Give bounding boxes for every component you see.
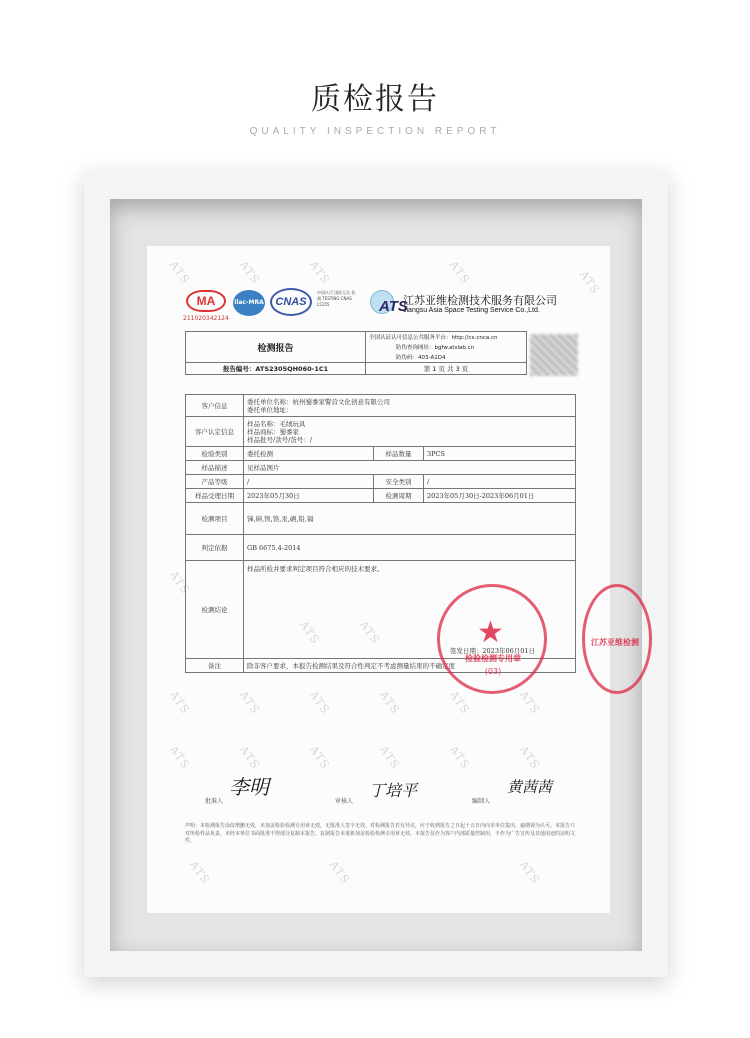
ilac-logo: ilac-MRA — [233, 290, 265, 316]
reviewer-label: 审核人 — [335, 798, 354, 805]
watermark: ATS — [307, 743, 333, 772]
conclusion: 样品所检并要求判定项目符合相应的技术要求。 — [247, 565, 384, 573]
seal-partial-text: 江苏亚维检测 — [591, 638, 639, 647]
test-type: 委托检测 — [244, 447, 374, 461]
cnas-text: 中国认可 国际互认 检测 TESTING CNAS L5155 — [317, 290, 356, 307]
blurred-qr-code — [530, 334, 578, 376]
anti-fake-code: 防伪码：403-A1D4 — [366, 352, 527, 363]
company-name-cn: 江苏亚维检测技术服务有限公司 — [403, 294, 557, 307]
star-icon: ★ — [477, 615, 504, 650]
test-period: 2023年05月30日-2023年06月01日 — [424, 489, 576, 503]
watermark: ATS — [307, 688, 333, 717]
approver-label: 批准人 — [205, 798, 224, 805]
test-type-label: 检验类别 — [186, 447, 244, 461]
editor-signature: 黄茜茜 — [507, 778, 553, 796]
watermark: ATS — [167, 258, 193, 287]
remark: 除非客户要求，本报告检测结果及符合性判定不考虑测量结果的不确定度 — [244, 659, 576, 673]
query-platform: 全国认证认可信息公共服务平台：http://cx.cnca.cn — [366, 332, 527, 343]
safety-class-label: 安全类别 — [374, 475, 424, 489]
remark-label: 备注 — [186, 659, 244, 673]
official-seal — [437, 584, 547, 694]
watermark: ATS — [167, 688, 193, 717]
product-grade-label: 产品等级 — [186, 475, 244, 489]
client-name: 委托单位名称：杭州蜀黍家警营文化创意有限公司 — [247, 397, 390, 406]
receive-date: 2023年05月30日 — [244, 489, 374, 503]
page-subtitle: QUALITY INSPECTION REPORT — [249, 126, 501, 137]
safety-class: / — [424, 475, 576, 489]
sample-batch: 样品批号/款号/货号：/ — [247, 435, 313, 444]
watermark: ATS — [377, 688, 403, 717]
watermark: ATS — [187, 858, 213, 887]
client-confirm-label: 客户认定信息 — [186, 417, 244, 447]
test-period-label: 检测周期 — [374, 489, 424, 503]
watermark: ATS — [577, 268, 603, 297]
watermark: ATS — [327, 858, 353, 887]
report-header-table — [185, 331, 527, 375]
official-seal-partial — [582, 584, 652, 694]
watermark: ATS — [237, 258, 263, 287]
anti-fake-query: 防伪查询网址：bgfw.atslab.cn — [366, 342, 527, 352]
inspection-report-document — [147, 246, 639, 913]
basis-label: 判定依据 — [186, 535, 244, 561]
cnas-logo: CNAS — [270, 288, 312, 316]
seal-code: (03) — [484, 667, 502, 676]
watermark: ATS — [377, 743, 403, 772]
watermark: ATS — [237, 688, 263, 717]
watermark: ATS — [517, 858, 543, 887]
disclaimer: 声明：本检测报告涂改增删无效，未加盖检验检测专用章无效，无批准人签字无效。对检测报告若有异议，应于收到报告之日起十五日内向本单位提出，逾期视为认可。本报告只对所检样品负责，未经本单位书面批准不得部分复制本报告，复制报告未重新加盖检验检测专用章无效。本报告仅作为客户内部质量控制用，不作为广告宣传及其他用途的证明文件。 — [185, 823, 576, 844]
editor-label: 编制人 — [472, 798, 491, 805]
reviewer-signature: 丁培平 — [369, 781, 418, 800]
watermark: ATS — [297, 618, 323, 647]
seal-name: 检验检测专用章 — [465, 654, 521, 663]
test-items: 锑,砷,钡,铬,汞,硒,铅,镉 — [244, 503, 576, 535]
ats-logo: ATS — [379, 298, 408, 315]
sample-qty: 3PCS — [424, 447, 576, 461]
watermark: ATS — [167, 568, 193, 597]
watermark: ATS — [517, 743, 543, 772]
receive-date-label: 样品受理日期 — [186, 489, 244, 503]
sample-qty-label: 样品数量 — [374, 447, 424, 461]
sample-brand: 样品商标：蜀黍家 — [247, 427, 299, 436]
approver-signature: 李明 — [229, 775, 269, 799]
watermark: ATS — [447, 258, 473, 287]
cma-logo: MA — [186, 290, 226, 312]
watermark: ATS — [447, 743, 473, 772]
watermark: ATS — [167, 743, 193, 772]
issue-date: 签发日期：2023年06月01日 — [449, 647, 535, 655]
client-address: 委托单位地址： — [247, 405, 293, 414]
cma-number: 211020342124 — [183, 315, 229, 322]
sample-desc-label: 样品描述 — [186, 461, 244, 475]
client-info-label: 客户信息 — [186, 395, 244, 417]
sample-desc: 见样品图片 — [244, 461, 576, 475]
report-number: 报告编号：ATS2305QH060-1C1 — [186, 363, 366, 375]
watermark: ATS — [237, 743, 263, 772]
watermark: ATS — [517, 688, 543, 717]
sample-name: 样品名称：毛绒玩具 — [247, 419, 306, 428]
test-items-label: 检测项目 — [186, 503, 244, 535]
watermark: ATS — [447, 688, 473, 717]
conclusion-label: 检测结论 — [186, 561, 244, 659]
page-title: 质检报告 — [311, 82, 439, 117]
watermark: ATS — [357, 618, 383, 647]
watermark: ATS — [307, 258, 333, 287]
basis: GB 6675.4-2014 — [244, 535, 576, 561]
product-grade: / — [244, 475, 374, 489]
report-title: 检测报告 — [186, 332, 366, 363]
company-name-en: Jiangsu Asia Space Testing Service Co.,Ltd. — [403, 307, 540, 314]
page-info: 第 1 页 共 3 页 — [366, 363, 527, 375]
